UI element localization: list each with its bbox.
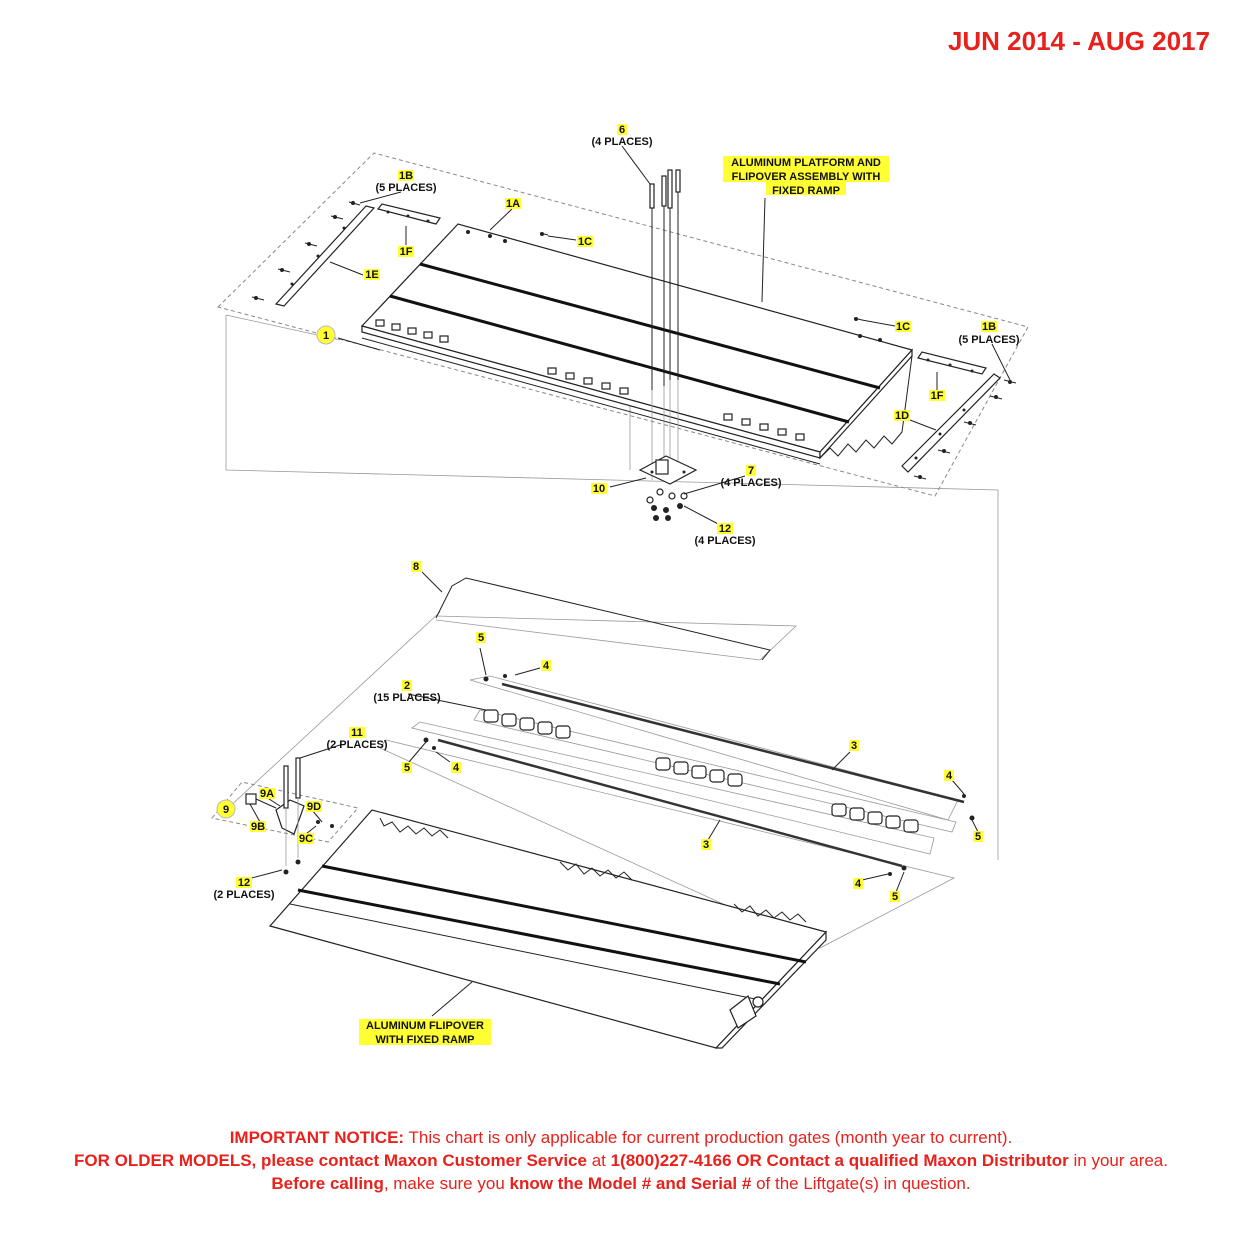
notice-make-sure: , make sure you — [383, 1174, 510, 1193]
callout-4-b: 4 — [452, 762, 460, 774]
platform-label-line2: FLIPOVER ASSEMBLY WITH — [731, 171, 881, 183]
bolts-1B-left — [252, 201, 360, 300]
callout-5-d: 5 — [891, 891, 899, 903]
callout-12-bottom: 12 — [237, 877, 251, 889]
callout-1C-right: 1C — [895, 321, 911, 333]
platform-label-line3: FIXED RAMP — [772, 185, 840, 197]
callout-9C: 9C — [298, 833, 314, 845]
callout-7: 7 — [747, 465, 755, 477]
callout-2-qty: (15 PLACES) — [373, 692, 441, 704]
washers-7 — [647, 489, 687, 503]
notice-important: IMPORTANT NOTICE: — [229, 1128, 405, 1147]
callout-1A: 1A — [505, 198, 521, 210]
notice-area: in your area. — [1068, 1151, 1168, 1170]
notice-tail: of the Liftgate(s) in question. — [751, 1174, 971, 1193]
notice-older: FOR OLDER MODELS, please contact Maxon Customer Service — [74, 1151, 587, 1170]
notice-know: know the Model # and Serial # — [509, 1174, 752, 1193]
callout-9B: 9B — [250, 821, 266, 833]
callout-12-top-qty: (4 PLACES) — [694, 535, 756, 547]
side-plate-1E — [276, 206, 374, 306]
hinge-pin-8 — [436, 578, 770, 660]
screw-1C-right — [854, 317, 858, 321]
flipover-group — [212, 572, 978, 1048]
callout-1E: 1E — [365, 269, 379, 281]
notice-before: Before calling — [271, 1174, 384, 1193]
callout-4-c: 4 — [945, 770, 953, 782]
callout-5-a: 5 — [477, 632, 485, 644]
callout-1B-left-qty: (5 PLACES) — [375, 182, 437, 194]
notice-at: at — [586, 1151, 611, 1170]
callout-9D: 9D — [306, 801, 322, 813]
bar-1F-right — [918, 352, 986, 374]
screw-1C-top — [540, 232, 544, 236]
callout-5-c: 5 — [974, 831, 982, 843]
flipover-label-line1: ALUMINUM FLIPOVER — [366, 1020, 484, 1032]
callout-6-qty: (4 PLACES) — [591, 136, 653, 148]
callout-9: 9 — [222, 804, 230, 816]
platform-assembly — [218, 146, 1028, 860]
date-range-header: JUN 2014 - AUG 2017 — [947, 26, 1210, 56]
important-notice — [60, 1126, 1182, 1195]
callout-2: 2 — [403, 680, 411, 692]
nuts-12-top — [651, 503, 683, 521]
callout-1D: 1D — [894, 410, 910, 422]
callout-11: 11 — [351, 727, 363, 739]
callout-1B-right-qty: (5 PLACES) — [958, 334, 1020, 346]
callout-4-d: 4 — [854, 878, 862, 890]
platform-label-line1: ALUMINUM PLATFORM AND — [731, 157, 881, 169]
callout-1B-left: 1B — [398, 170, 414, 182]
nut-12-bottom — [284, 870, 289, 875]
bar-1F-left — [378, 204, 440, 224]
callout-11-qty: (2 PLACES) — [326, 739, 388, 751]
callout-1: 1 — [322, 330, 330, 342]
callout-9A: 9A — [259, 788, 275, 800]
callout-10: 10 — [592, 483, 606, 495]
callout-8: 8 — [412, 561, 420, 573]
callout-1B-right: 1B — [981, 321, 997, 333]
callout-1C-top: 1C — [577, 236, 593, 248]
callout-12-bottom-qty: (2 PLACES) — [213, 889, 275, 901]
callout-12-top: 12 — [718, 523, 732, 535]
callout-4-a: 4 — [542, 660, 550, 672]
notice-phone: 1(800)227-4166 OR Contact a qualified Maxon Distributor — [610, 1151, 1069, 1170]
callout-3-b: 3 — [702, 839, 710, 851]
notice-text1: This chart is only applicable for current production gates (month year to current). — [404, 1128, 1013, 1147]
callout-7-qty: (4 PLACES) — [720, 477, 782, 489]
callout-3-a: 3 — [850, 740, 858, 752]
callout-5-b: 5 — [403, 762, 411, 774]
callout-1F-left: 1F — [399, 246, 413, 258]
callout-6: 6 — [618, 124, 626, 136]
flipover-label-line2: WITH FIXED RAMP — [375, 1034, 475, 1046]
callout-1F-right: 1F — [930, 390, 944, 402]
